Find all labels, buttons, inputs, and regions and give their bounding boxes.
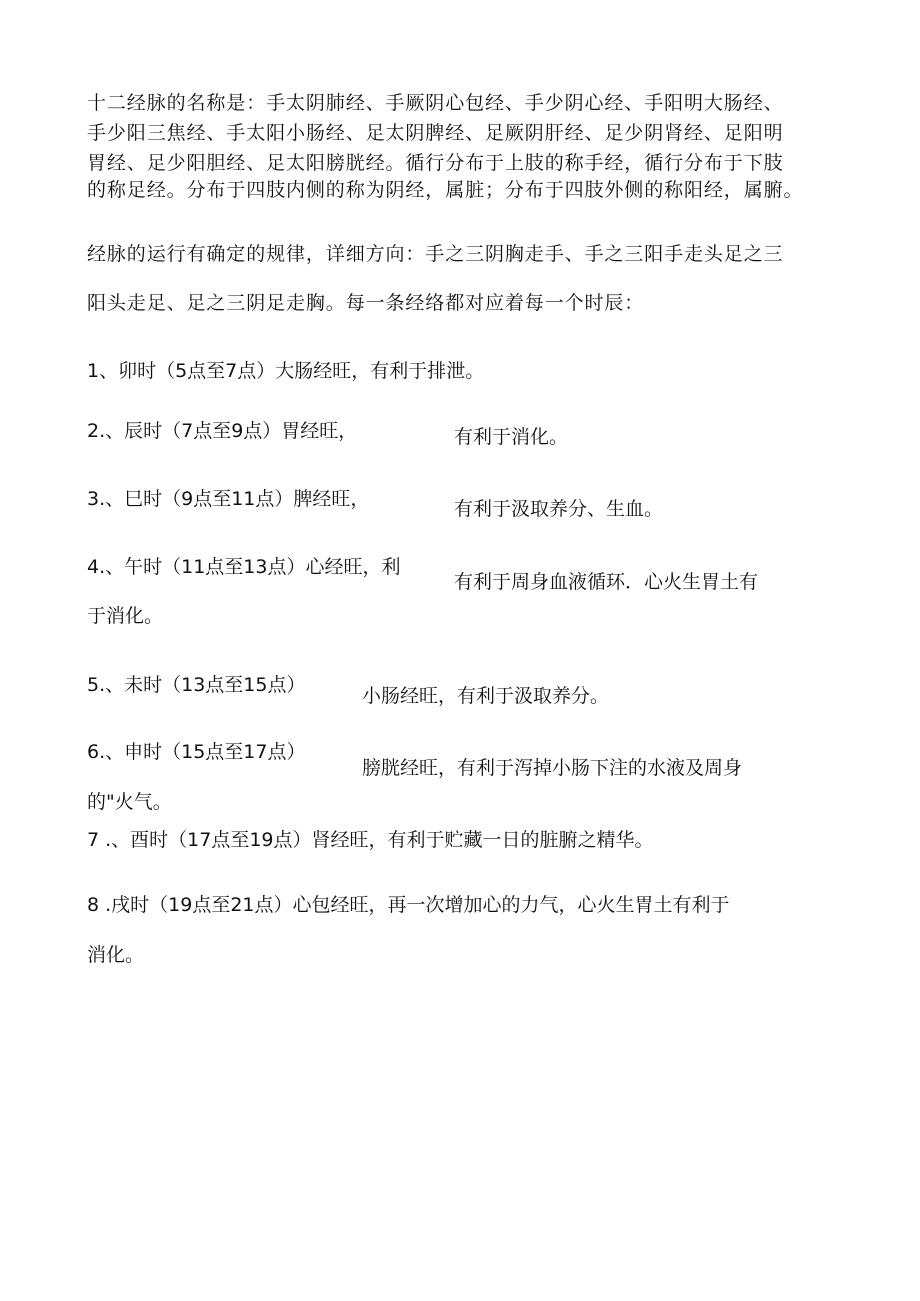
rule-line-1: 经脉的运行有确定的规律，详细方向：手之三阴胸走手、手之三阳手走头足之三 [87, 243, 784, 265]
list-item-6-text: 膀胱经旺，有利于泻掉小肠下注的水液及周身 [362, 757, 743, 779]
list-item-6-continued: 的"火气。 [87, 791, 172, 813]
list-item-3-label: 3.、巳时（9点至11点）脾经旺， [87, 488, 370, 510]
list-item-4-text: 有利于周身血液循环．心火生胃土有 [454, 571, 759, 593]
list-item-5-label: 5.、未时（13点至15点） [87, 674, 306, 696]
intro-line-4: 的称足经。分布于四肢内侧的称为阴经，属脏；分布于四肢外侧的称阳经，属腑。 [87, 179, 804, 201]
list-item-2-text: 有利于消化。 [454, 426, 569, 448]
rule-line-2: 阳头走足、足之三阴足走胸。每一条经络都对应着每一个时辰： [87, 292, 645, 314]
intro-line-1: 十二经脉的名称是：手太阴肺经、手厥阴心包经、手少阴心经、手阳明大肠经、 [87, 92, 784, 114]
list-item-5-text: 小肠经旺，有利于汲取养分。 [362, 685, 610, 707]
list-item-4-continued: 于消化。 [87, 605, 164, 627]
intro-line-3: 胃经、足少阳胆经、足太阳膀胱经。循行分布于上肢的称手经，循行分布于下肢 [87, 152, 784, 174]
list-item-6-label: 6.、申时（15点至17点） [87, 741, 306, 763]
intro-line-2: 手少阳三焦经、手太阳小肠经、足太阴脾经、足厥阴肝经、足少阴肾经、足阳明 [87, 122, 784, 144]
list-item-8: 8 .戌时（19点至21点）心包经旺，再一次增加心的力气，心火生胃土有利于 [87, 894, 730, 916]
list-item-1: 1、卯时（5点至7点）大肠经旺，有利于排泄。 [87, 360, 485, 382]
list-item-7: 7 .、酉时（17点至19点）肾经旺，有利于贮藏一日的脏腑之精华。 [87, 829, 654, 851]
list-item-2-label: 2.、辰时（7点至9点）胃经旺， [87, 420, 358, 442]
list-item-3-text: 有利于汲取养分、生血。 [454, 498, 664, 520]
list-item-8-continued: 消化。 [87, 944, 145, 966]
list-item-4-label: 4.、午时（11点至13点）心经旺，利 [87, 556, 401, 578]
